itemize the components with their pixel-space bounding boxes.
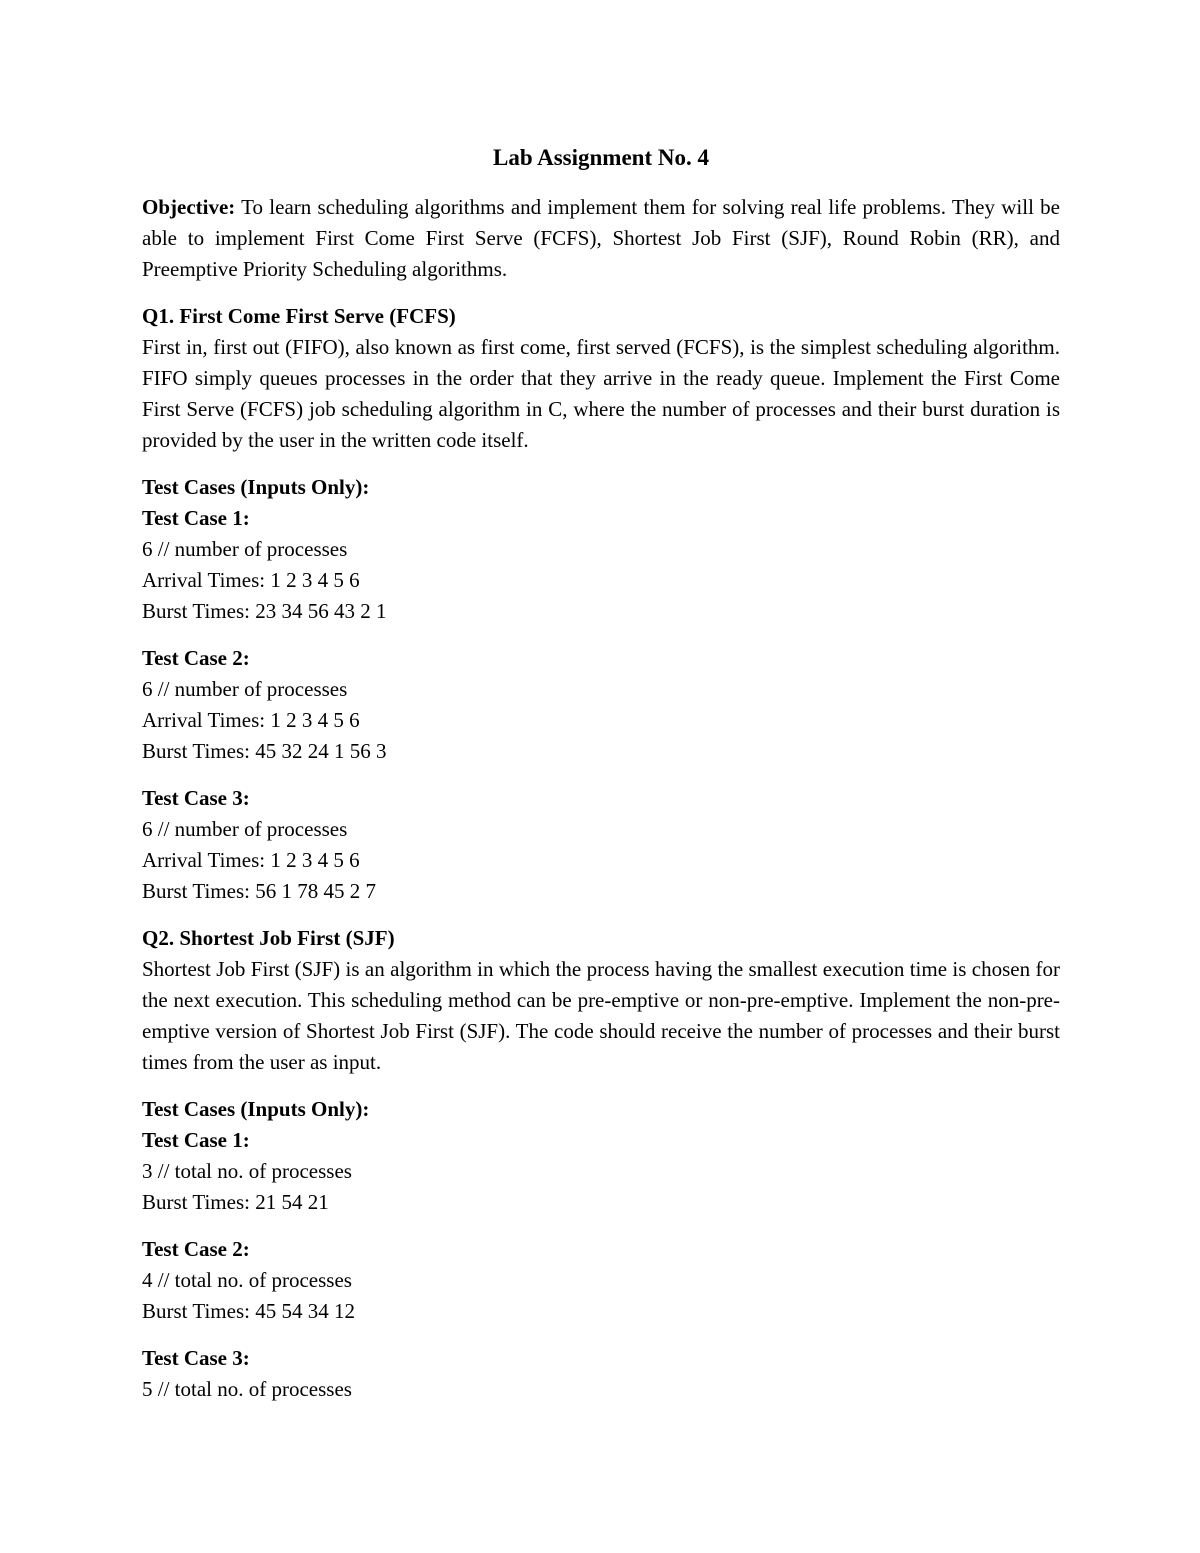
q1-test-case-3	[142, 783, 1060, 907]
q2-test-case-2-line: 4 // total no. of processes	[142, 1268, 352, 1292]
q1-body: First in, first out (FIFO), also known as first come, first served (FCFS), is the simplest scheduling algorithm. FIFO simply queues processes in the order that they arrive in the ready queue. Implement the First Come First Serve (FCFS) job scheduling algorithm in C, where the number of processes and their burst duration is provided by the user in the written code itself.	[142, 335, 1060, 452]
q1-test-case-2-line: Arrival Times: 1 2 3 4 5 6	[142, 708, 360, 732]
q1-test-case-2-line: 6 // number of processes	[142, 677, 348, 701]
q1-test-case-1-line: Arrival Times: 1 2 3 4 5 6	[142, 568, 360, 592]
q2-tests-heading: Test Cases (Inputs Only):	[142, 1097, 370, 1121]
q2-body: Shortest Job First (SJF) is an algorithm in which the process having the smallest execution time is chosen for the next execution. This scheduling method can be pre-emptive or non-pre-emptive. Implement the non-pre-emptive version of Shortest Job First (SJF). The code should receive the number of processes and their burst times from the user as input.	[142, 957, 1060, 1074]
q1-test-case-3-line: 6 // number of processes	[142, 817, 348, 841]
q1-test-case-1-label: Test Case 1:	[142, 506, 250, 530]
q2-test-case-3-line: 5 // total no. of processes	[142, 1377, 352, 1401]
q1-test-case-3-line: Burst Times: 56 1 78 45 2 7	[142, 879, 376, 903]
q2-test-case-1-label: Test Case 1:	[142, 1128, 250, 1152]
q2-section	[142, 923, 1060, 1078]
document-page	[142, 140, 1060, 1421]
q1-test-case-1-line: 6 // number of processes	[142, 537, 348, 561]
q1-test-case-2-line: Burst Times: 45 32 24 1 56 3	[142, 739, 387, 763]
q2-test-case-2	[142, 1234, 1060, 1327]
q1-heading: Q1. First Come First Serve (FCFS)	[142, 304, 456, 328]
q2-test-case-3-label: Test Case 3:	[142, 1346, 250, 1370]
objective-label: Objective:	[142, 195, 236, 219]
q1-tests-heading: Test Cases (Inputs Only):	[142, 475, 370, 499]
q2-test-case-3	[142, 1343, 1060, 1405]
q2-heading: Q2. Shortest Job First (SJF)	[142, 926, 395, 950]
q1-test-cases	[142, 472, 1060, 627]
q1-test-case-3-line: Arrival Times: 1 2 3 4 5 6	[142, 848, 360, 872]
objective-paragraph	[142, 192, 1060, 285]
q1-test-case-2	[142, 643, 1060, 767]
q2-test-case-1-line: 3 // total no. of processes	[142, 1159, 352, 1183]
q1-test-case-1-line: Burst Times: 23 34 56 43 2 1	[142, 599, 387, 623]
objective-text: To learn scheduling algorithms and implement them for solving real life problems. They will be able to implement First Come First Serve (FCFS), Shortest Job First (SJF), Round Robin (RR), and Preemptive Priority Scheduling algorithms.	[142, 195, 1060, 281]
q1-test-case-3-label: Test Case 3:	[142, 786, 250, 810]
q2-test-case-1-line: Burst Times: 21 54 21	[142, 1190, 329, 1214]
q2-test-case-2-label: Test Case 2:	[142, 1237, 250, 1261]
q1-section	[142, 301, 1060, 456]
q1-test-case-2-label: Test Case 2:	[142, 646, 250, 670]
page-title: Lab Assignment No. 4	[493, 145, 709, 170]
q2-test-cases	[142, 1094, 1060, 1218]
q2-test-case-2-line: Burst Times: 45 54 34 12	[142, 1299, 355, 1323]
